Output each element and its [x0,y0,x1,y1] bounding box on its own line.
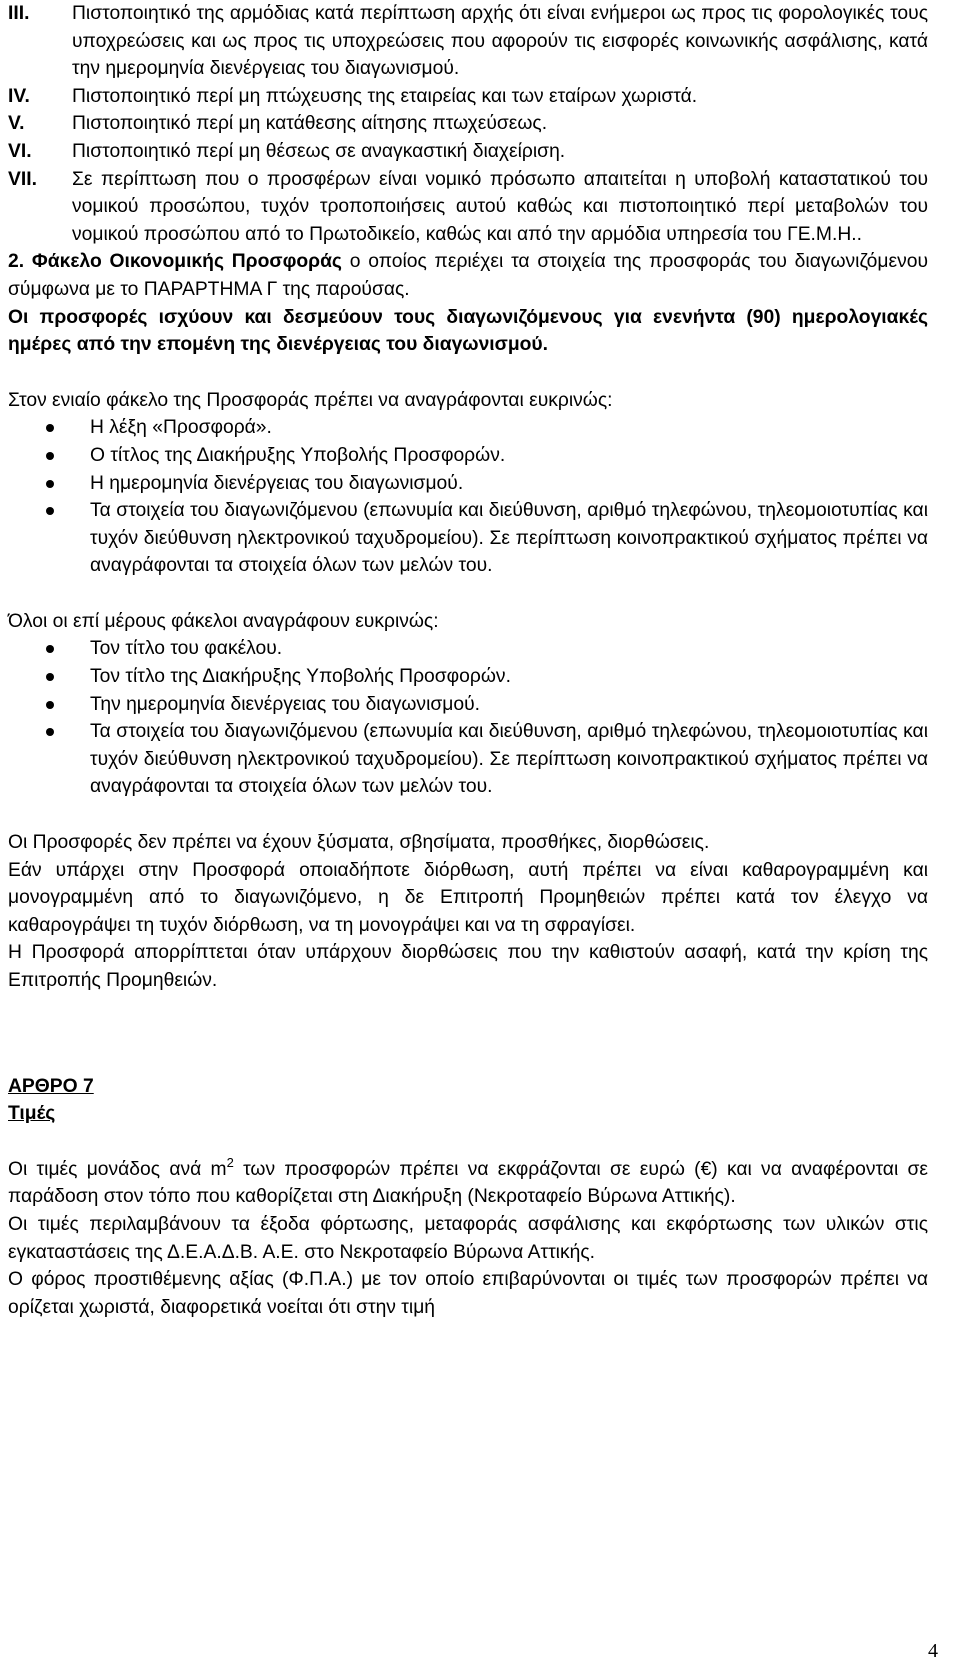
single-envelope-list [8,414,928,580]
prices-paragraph: Ο φόρος προστιθέμενης αξίας (Φ.Π.Α.) με τον οποίο επιβαρύνονται οι τιμές των προσφορών πρέπει να ορίζεται χωριστά, διαφορετικά νοείται ότι στην τιμή [8,1269,928,1318]
bullet-icon [46,728,54,736]
item-number: 2. [8,251,25,273]
article-subheading: Τιμές [8,1103,56,1125]
roman-numeral: V. [8,113,25,135]
roman-numeral: VI. [8,140,32,162]
sub-envelopes-intro: Όλοι οι επί μέρους φάκελοι αναγράφουν ευκρινώς: [8,610,439,632]
list-item: Τον τίτλο της Διακήρυξης Υποβολής Προσφορών. [8,663,928,691]
validity-statement: Οι προσφορές ισχύουν και δεσμεύουν τους διαγωνιζόμενους για ενενήντα (90) ημερολογιακές ημέρες από την επομένη της διενέργειας του διαγωνισμού. [8,306,928,356]
prices-paragraph: Οι τιμές περιλαμβάνουν τα έξοδα φόρτωσης, μεταφοράς ασφάλισης και εκφόρτωσης των υλικών στις εγκαταστάσεις της Δ.Ε.Α.Δ.Β. Α.Ε. στο Νεκροταφείο Βύρωνα Αττικής. [8,1213,928,1263]
roman-item-text: Σε περίπτωση που ο προσφέρων είναι νομικό πρόσωπο απαιτείται η υποβολή καταστατικού του νομικού προσώπου, τυχόν τροποποιήσεις αυτού καθώς και πιστοποιητικό περί μεταβολών του νομικού προσώπου από το Πρωτοδικείο, καθώς και από την αρμόδια υπηρεσία του ΓΕ.Μ.Η.. [72,168,928,245]
list-item: Τα στοιχεία του διαγωνιζόμενου (επωνυμία και διεύθυνση, αριθμό τηλεφώνου, τηλεομοιοτυπίας και τυχόν διεύθυνση ηλεκτρονικού ταχυδρομείου). Σε περίπτωση κοινοπρακτικού σχήματος πρέπει να αναγράφονται τα στοιχεία όλων των μελών του. [8,497,928,580]
list-item: Τον τίτλο του φακέλου. [8,635,928,663]
list-item: Τα στοιχεία του διαγωνιζόμενου (επωνυμία και διεύθυνση, αριθμό τηλεφώνου, τηλεομοιοτυπίας και τυχόν διεύθυνση ηλεκτρονικού ταχυδρομείου). Σε περίπτωση κοινοπρακτικού σχήματος πρέπει να αναγράφονται τα στοιχεία όλων των μελών του. [8,718,928,801]
prices-paragraph: Οι τιμές μονάδος ανά $m^2$ των προσφορών πρέπει να εκφράζονται σε ευρώ (€) και να αναφέρονται σε παράδοση στον τόπο που καθορίζεται στη Διακήρυξη (Νεκροταφείο Βύρωνα Αττικής). [8,1154,928,1208]
corrections-paragraph: Οι Προσφορές δεν πρέπει να έχουν ξύσματα, σβησίματα, προσθήκες, διορθώσεις. [8,832,710,854]
roman-item-vi [8,138,928,166]
document-page [8,0,928,1321]
list-item: Την ημερομηνία διενέργειας του διαγωνισμού. [8,691,928,719]
roman-numeral: VII. [8,168,37,190]
roman-numeral: III. [8,3,30,24]
financial-offer-title: Φάκελο Οικονομικής Προσφοράς [31,251,342,273]
bullet-icon [46,507,54,515]
sub-envelopes-list [8,635,928,801]
bullet-icon [46,673,54,681]
bullet-icon [46,480,54,488]
roman-numeral: IV. [8,85,30,107]
superscript: 2 [226,1154,234,1170]
roman-item-v [8,110,928,138]
article-heading: ΑΡΘΡΟ 7 [8,1075,94,1097]
roman-item-text: Πιστοποιητικό περί μη κατάθεσης αίτησης πτωχεύσεως. [72,113,548,135]
corrections-paragraph: Εάν υπάρχει στην Προσφορά οποιαδήποτε διόρθωση, αυτή πρέπει να είναι καθαρογραμμένη και μονογραμμένη από το διαγωνιζόμενο, η δε Επιτροπή Προμηθειών πρέπει κατά τον έλεγχο να καθαρογράψει τη τυχόν διόρθωση, να τη μονογράψει και να τη σφραγίσει. [8,859,928,936]
roman-item-vii [8,166,928,249]
bullet-icon [46,452,54,460]
roman-item-iii [8,0,928,83]
list-item: Ο τίτλος της Διακήρυξης Υποβολής Προσφορών. [8,442,928,470]
bullet-icon [46,424,54,432]
list-item: Η λέξη «Προσφορά». [8,414,928,442]
financial-offer-text: ο οποίος περιέχει τα στοιχεία της προσφοράς του διαγωνιζόμενου σύμφωνα με το ΠΑΡΑΡΤΗΜΑ Γ της παρούσας. [8,251,929,300]
financial-offer-item [8,248,928,303]
roman-item-text: Πιστοποιητικό περί μη πτώχευσης της εταιρείας και των εταίρων χωριστά. [72,85,698,107]
single-envelope-intro: Στον ενιαίο φάκελο της Προσφοράς πρέπει να αναγράφονται ευκρινώς: [8,389,613,411]
list-item: Η ημερομηνία διενέργειας του διαγωνισμού. [8,470,928,498]
certificates-list [8,0,928,248]
roman-item-text: Πιστοποιητικό της αρμόδιας κατά περίπτωση αρχής ότι είναι ενήμεροι ως προς τις φορολογικές τους υποχρεώσεις και ως προς τις υποχρεώσεις που αφορούν τις εισφορές κοινωνικής ασφάλισης, κατά την ημερομηνία διενέργειας του διαγωνισμού. [72,3,928,80]
roman-item-text: Πιστοποιητικό περί μη θέσεως σε αναγκαστική διαχείριση. [72,140,566,162]
bullet-icon [46,645,54,653]
bullet-icon [46,701,54,709]
corrections-paragraph: Η Προσφορά απορρίπτεται όταν υπάρχουν διορθώσεις που την καθιστούν ασαφή, κατά την κρίση της Επιτροπής Προμηθειών. [8,942,928,991]
page-number: 4 [928,1640,938,1663]
roman-item-iv [8,83,928,111]
